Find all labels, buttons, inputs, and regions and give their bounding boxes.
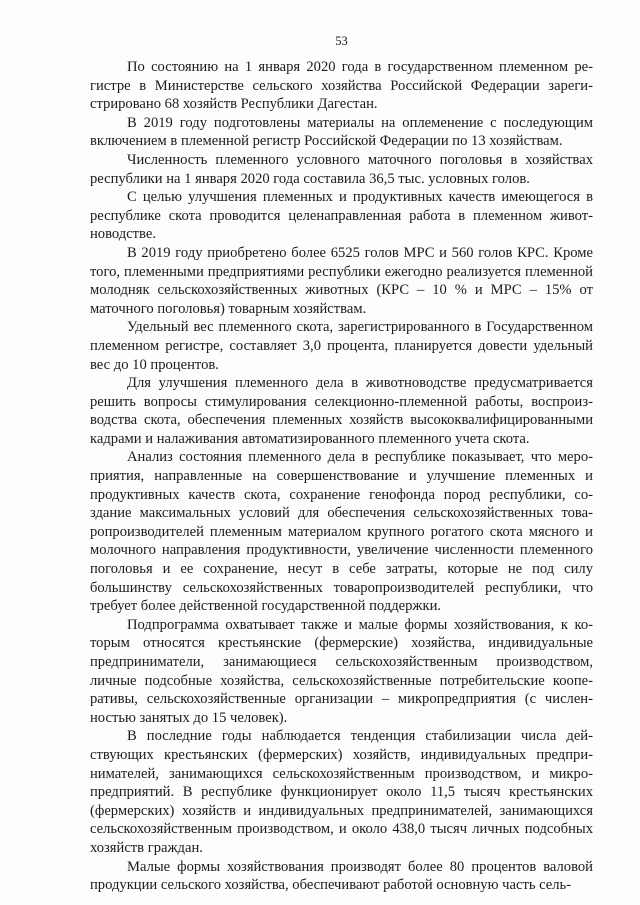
paragraph: По состоянию на 1 января 2020 года в государственном племенном регистре в Министерстве сельского хозяйства Российской Федерации зарегистрировано 68 хозяйств Республики Дагестан.: [90, 59, 593, 113]
paragraph: С целью улучшения племенных и продуктивных качеств имеющегося в республике скота проводится целенаправленная работа в племенном животноводстве.: [90, 189, 593, 243]
paragraph: Численность племенного условного маточного поголовья в хозяйствах республики на 1 января 2020 года составила 36,5 тыс. условных голов.: [90, 151, 593, 187]
paragraph: Малые формы хозяйствования производят более 80 процентов валовой продукции сельского хозяйства, обеспечивают работой основную часть сель-: [90, 858, 593, 894]
paragraph: Анализ состояния племенного дела в республике показывает, что мероприятия, направленные на совершенствование и улучшение племенных и продуктивных качеств скота, сохранение генофонда пород республики, создание максимальных условий для обеспечения сельскохозяйственных товаропроизводителей племенным материалом крупного рогатого скота мясного и молочного направления продуктивности, увеличение численности племенного поголовья и ее сохранение, несут в себе затраты, которые не под силу большинству сельскохозяйственных товаропроизводителей республики, что требует более действенной государственной поддержки.: [90, 449, 593, 615]
paragraph: В последние годы наблюдается тенденция стабилизации числа действующих крестьянских (фермерских) хозяйств, индивидуальных предпринимателей, занимающихся сельскохозяйственным производством, и микропредприятий. В республике функционирует около 11,5 тысяч крестьянских (фермерских) хозяйств и индивидуальных предпринимателей, занимающихся сельскохозяйственным производством, и около 438,0 тысяч личных подсобных хозяйств граждан.: [90, 728, 593, 856]
paragraph: Подпрограмма охватывает также и малые формы хозяйствования, к которым относятся крестьянские (фермерские) хозяйства, индивидуальные предприниматели, занимающиеся сельскохозяйственным производством, личные подсобные хозяйства, сельскохозяйственные потребительские кооперативы, сельскохозяйственные организации – микропредприятия (с численностью занятых до 15 человек).: [90, 616, 593, 726]
body-text: [90, 58, 593, 895]
page-number: 53: [335, 34, 348, 48]
paragraph: В 2019 году приобретено более 6525 голов МРС и 560 голов КРС. Кроме того, племенными предприятиями республики ежегодно реализуется племенной молодняк сельскохозяйственных животных (КРС – 10 % и МРС – 15% от маточного поголовья) товарным хозяйствам.: [90, 244, 593, 317]
paragraph: Для улучшения племенного дела в животноводстве предусматривается решить вопросы стимулирования селекционно-племенной работы, воспроизводства скота, обеспечения племенных хозяйств высококвалифицированными кадрами и налаживания автоматизированного племенного учета скота.: [90, 375, 593, 447]
paragraph: Удельный вес племенного скота, зарегистрированного в Государственном племенном регистре, составляет 3,0 процента, планируется довести удельный вес до 10 процентов.: [90, 319, 593, 373]
paragraph: В 2019 году подготовлены материалы на оплеменение с последующим включением в племенной регистр Российской Федерации по 13 хозяйствам.: [90, 114, 593, 150]
